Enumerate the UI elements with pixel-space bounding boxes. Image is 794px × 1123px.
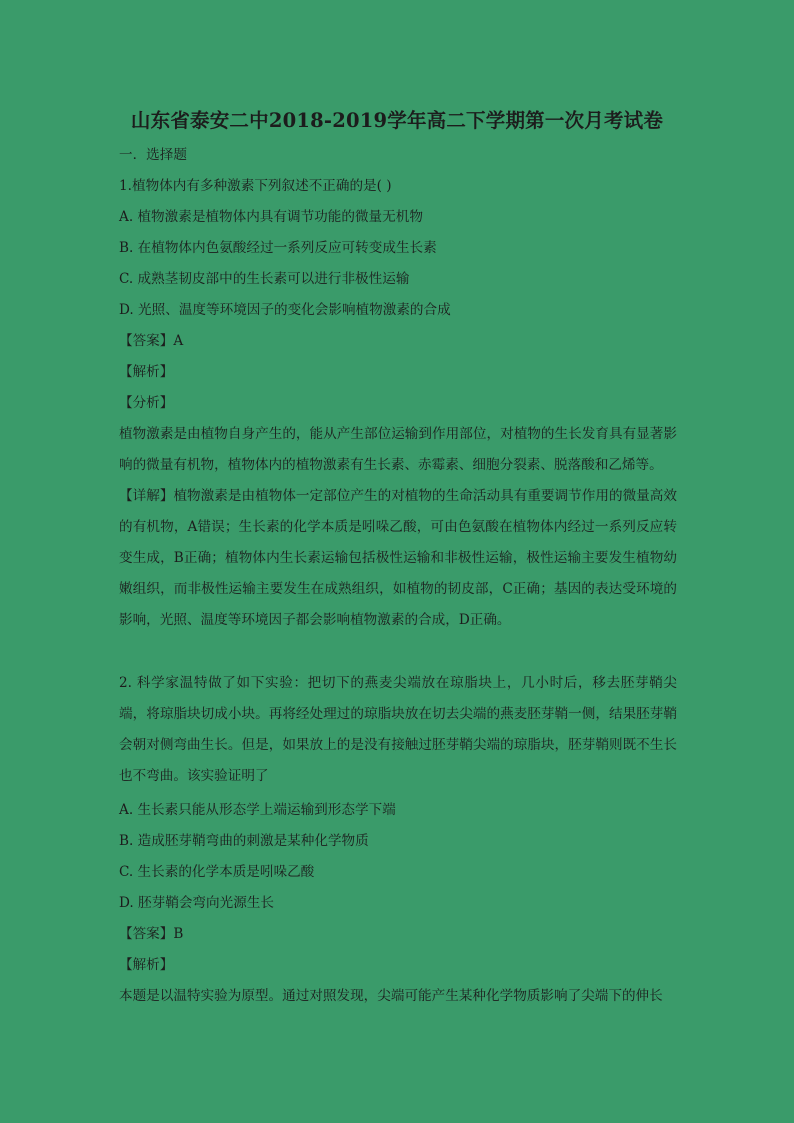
q2-option-c: C. 生长素的化学本质是吲哚乙酸 — [119, 864, 315, 880]
q2-answer: 【答案】B — [119, 926, 184, 942]
q2-option-a: A. 生长素只能从形态学上端运输到形态学下端 — [119, 802, 396, 818]
q2-option-b: B. 造成胚芽鞘弯曲的刺激是某种化学物质 — [119, 833, 369, 849]
q1-option-c: C. 成熟茎韧皮部中的生长素可以进行非极性运输 — [119, 271, 410, 287]
page-title: 山东省泰安二中2018-2019学年高二下学期第一次月考试卷 — [130, 109, 664, 132]
q2-jiexi-label: 【解析】 — [119, 957, 174, 973]
q1-stem: 1.植物体内有多种激素下列叙述不正确的是( ) — [119, 178, 392, 194]
q2-explanation: 本题是以温特实验为原型。通过对照发现，尖端可能产生某种化学物质影响了尖端下的伸长 — [119, 988, 663, 1004]
q2-stem: 2. 科学家温特做了如下实验：把切下的燕麦尖端放在琼脂块上，几小时后，移去胚芽鞘尖端，将琼脂块切成小块。再将经处理过的琼脂块放在切去尖端的燕麦胚芽鞘一侧，结果胚芽鞘会朝对侧弯曲生长。但是，如果放上的是没有接触过胚芽鞘尖端的琼脂块，胚芽鞘则既不生长也不弯曲。该实验证明了 — [119, 675, 677, 784]
q1-option-a: A. 植物激素是植物体内具有调节功能的微量无机物 — [119, 209, 423, 225]
q1-answer: 【答案】A — [119, 333, 184, 349]
q2-option-d: D. 胚芽鞘会弯向光源生长 — [119, 895, 274, 911]
section-heading: 一．选择题 — [119, 147, 187, 163]
q1-analysis: 植物激素是由植物自身产生的，能从产生部位运输到作用部位，对植物的生长发育具有显著影响的微量有机物，植物体内的植物激素有生长素、赤霉素、细胞分裂素、脱落酸和乙烯等。 — [119, 426, 677, 473]
q1-fenxi-label: 【分析】 — [119, 395, 174, 411]
q1-option-b: B. 在植物体内色氨酸经过一系列反应可转变成生长素 — [119, 240, 437, 256]
q1-option-d: D. 光照、温度等环境因子的变化会影响植物激素的合成 — [119, 302, 451, 318]
q1-jiexi-label: 【解析】 — [119, 364, 174, 380]
q1-detail: 【详解】植物激素是由植物体一定部位产生的对植物的生命活动具有重要调节作用的微量高效的有机物，A错误；生长素的化学本质是吲哚乙酸，可由色氨酸在植物体内经过一系列反应转变生成，B正确；植物体内生长素运输包括极性运输和非极性运输，极性运输主要发生植物幼嫩组织，而非极性运输主要发生在成熟组织，如植物的韧皮部，C正确；基因的表达受环境的影响，光照、温度等环境因子都会影响植物激素的合成，D正确。 — [119, 488, 677, 628]
